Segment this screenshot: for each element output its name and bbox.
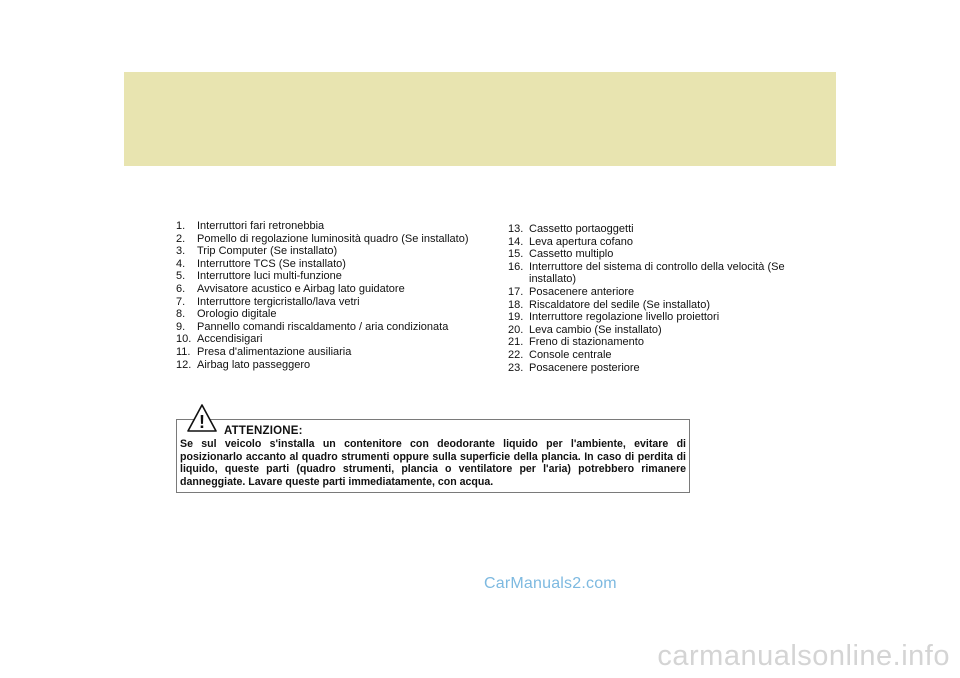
list-item xyxy=(176,258,476,271)
item-number: 23. xyxy=(508,361,524,374)
list-item xyxy=(508,286,808,299)
list-item xyxy=(508,236,808,249)
list-item xyxy=(176,245,476,258)
item-number: 9. xyxy=(176,320,186,333)
item-number: 2. xyxy=(176,232,186,245)
list-item xyxy=(508,362,808,375)
item-text: Cassetto portaoggetti xyxy=(529,223,634,235)
item-number: 6. xyxy=(176,282,186,295)
list-item xyxy=(176,283,476,296)
item-number: 19. xyxy=(508,311,524,324)
item-text: Interruttore regolazione livello proiettori xyxy=(529,311,720,324)
item-text: Accendisigari xyxy=(197,333,263,346)
list-item xyxy=(176,359,476,372)
list-item xyxy=(176,321,476,334)
list-item xyxy=(508,349,808,362)
item-number: 11. xyxy=(176,345,191,358)
list-item xyxy=(508,299,808,312)
list-item xyxy=(176,333,476,346)
components-list-left xyxy=(176,220,476,371)
components-list-right xyxy=(508,223,808,374)
item-text: Freno di stazionamento xyxy=(529,336,644,349)
item-text: Interruttore del sistema di controllo della velocità (Se installato) xyxy=(529,260,785,286)
header-band xyxy=(124,72,836,166)
item-number: 5. xyxy=(176,270,186,283)
item-number: 10. xyxy=(176,333,192,346)
item-number: 14. xyxy=(508,235,524,248)
item-text: Cassetto multiplo xyxy=(529,248,614,261)
list-item xyxy=(176,296,476,309)
item-number: 16. xyxy=(508,260,524,273)
item-text: Interruttore luci multi-funzione xyxy=(197,270,342,283)
item-number: 18. xyxy=(508,298,524,311)
item-number: 20. xyxy=(508,323,524,336)
list-item xyxy=(508,261,808,286)
item-number: 3. xyxy=(176,245,186,258)
list-item xyxy=(508,324,808,337)
item-text: Presa d'alimentazione ausiliaria xyxy=(197,345,352,358)
item-number: 17. xyxy=(508,285,524,298)
item-text: Pomello di regolazione luminosità quadro (Se installato) xyxy=(197,232,469,245)
watermark-site: CarManuals2.com xyxy=(484,575,617,592)
warning-triangle-icon xyxy=(187,404,217,432)
warning-title: ATTENZIONE: xyxy=(224,425,303,437)
item-text: Trip Computer (Se installato) xyxy=(197,245,338,258)
item-number: 4. xyxy=(176,257,186,270)
list-item xyxy=(176,346,476,359)
warning-symbol: ! xyxy=(199,412,205,432)
list-item xyxy=(176,220,476,233)
list-item xyxy=(508,336,808,349)
list-item xyxy=(508,311,808,324)
item-number: 1. xyxy=(176,220,186,232)
list-item xyxy=(508,223,808,236)
item-text: Pannello comandi riscaldamento / aria condizionata xyxy=(197,320,449,333)
list-item xyxy=(176,270,476,283)
item-number: 13. xyxy=(508,223,524,235)
item-text: Interruttori fari retronebbia xyxy=(197,220,325,232)
watermark-bottom: carmanualsonline.info xyxy=(657,640,950,672)
item-number: 21. xyxy=(508,336,524,349)
item-text: Posacenere posteriore xyxy=(529,361,640,374)
item-text: Interruttore tergicristallo/lava vetri xyxy=(197,295,360,308)
item-text: Leva apertura cofano xyxy=(529,235,633,248)
item-number: 22. xyxy=(508,348,524,361)
list-item xyxy=(176,308,476,321)
item-number: 15. xyxy=(508,248,524,261)
list-item xyxy=(508,248,808,261)
item-number: 8. xyxy=(176,308,186,321)
item-text: Leva cambio (Se installato) xyxy=(529,323,662,336)
item-text: Airbag lato passeggero xyxy=(197,358,311,371)
warning-text: Se sul veicolo s'installa un contenitore con deodorante liquido per l'ambiente, evitare di posizionarlo accanto al quadro strumenti oppure sulla superficie della plancia. In caso di perdita di liquido, queste parti (quadro strumenti, plancia o ventilatore per l'aria) potrebbero rimanere danneggiate. Lavare queste parti immediatamente, con acqua. xyxy=(180,438,686,489)
item-number: 12. xyxy=(176,358,192,371)
item-text: Riscaldatore del sedile (Se installato) xyxy=(529,298,710,311)
item-number: 7. xyxy=(176,295,186,308)
item-text: Interruttore TCS (Se installato) xyxy=(197,257,346,270)
list-item xyxy=(176,233,476,246)
item-text: Console centrale xyxy=(529,348,612,361)
item-text: Avvisatore acustico e Airbag lato guidatore xyxy=(197,282,405,295)
item-text: Posacenere anteriore xyxy=(529,285,635,298)
item-text: Orologio digitale xyxy=(197,308,277,321)
